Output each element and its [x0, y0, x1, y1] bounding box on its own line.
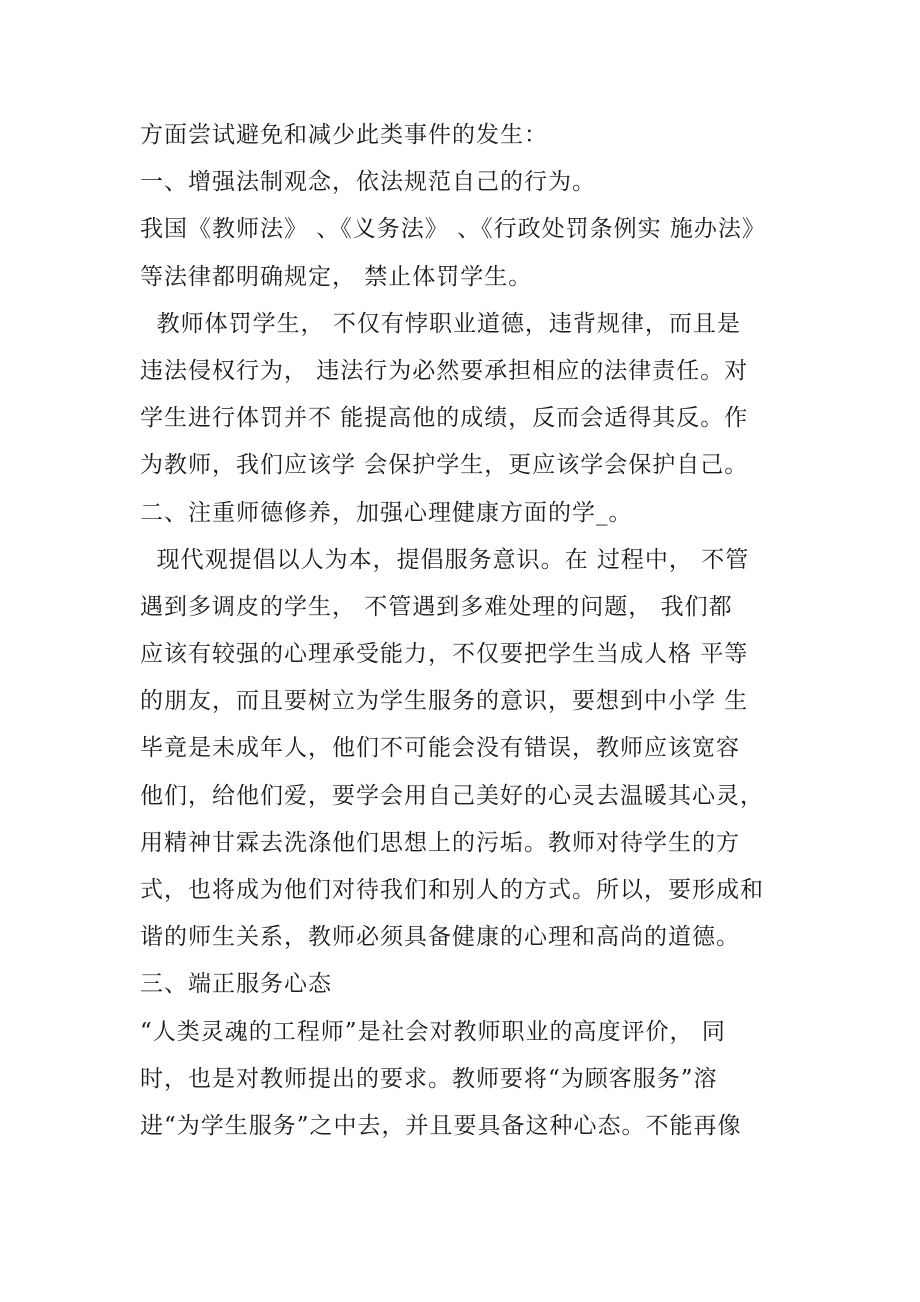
- body-line: 谐的师生关系，教师必须具备健康的心理和高尚的道德。: [140, 924, 740, 951]
- section-heading-2: 二、注重师德修养，加强心理健康方面的学_。: [140, 499, 633, 526]
- document-body: [140, 112, 800, 1150]
- body-line: 应该有较强的心理承受能力，不仅要把学生当成人格 平等: [140, 641, 749, 668]
- body-line: “人类灵魂的工程师”是社会对教师职业的高度评价， 同: [140, 1018, 726, 1045]
- body-line: 式，也将成为他们对待我们和别人的方式。所以，要形成和: [140, 877, 764, 903]
- body-line: 我国《教师法》 、《义务法》 、《行政处罚条例实 施办法》: [140, 216, 766, 243]
- body-line: 时，也是对教师提出的要求。教师要将“为顾客服务”溶: [140, 1065, 718, 1092]
- body-line: 毕竟是未成年人，他们不可能会没有错误，教师应该宽容: [140, 735, 740, 762]
- section-heading-3: 三、端正服务心态: [140, 971, 332, 998]
- body-line: 遇到多调皮的学生， 不管遇到多难处理的问题， 我们都: [140, 593, 733, 620]
- body-line: 方面尝试避免和减少此类事件的发生：: [140, 122, 548, 148]
- body-line: 现代观提倡以人为本，提倡服务意识。在 过程中， 不管: [140, 546, 750, 573]
- body-line: 他们，给他们爱，要学会用自己美好的心灵去温暖其心灵，: [140, 782, 764, 809]
- body-line: 违法侵权行为， 违法行为必然要承担相应的法律责任。对: [140, 357, 749, 384]
- body-line: 进“为学生服务”之中去，并且要具备这种心态。不能再像: [140, 1112, 742, 1139]
- body-line: 用精神甘霖去洗涤他们思想上的污垢。教师对待学生的方: [140, 829, 740, 856]
- body-line: 学生进行体罚并不 能提高他的成绩，反而会适得其反。作: [140, 405, 749, 432]
- section-heading-1: 一、增强法制观念，依法规范自己的行为。: [140, 169, 596, 196]
- body-line: 教师体罚学生， 不仅有悖职业道德，违背规律，而且是: [140, 310, 741, 337]
- body-line: 为教师，我们应该学 会保护学生，更应该学会保护自己。: [140, 452, 749, 479]
- body-line: 等法律都明确规定， 禁止体罚学生。: [140, 263, 533, 290]
- body-line: 的朋友，而且要树立为学生服务的意识，要想到中小学 生: [140, 688, 749, 715]
